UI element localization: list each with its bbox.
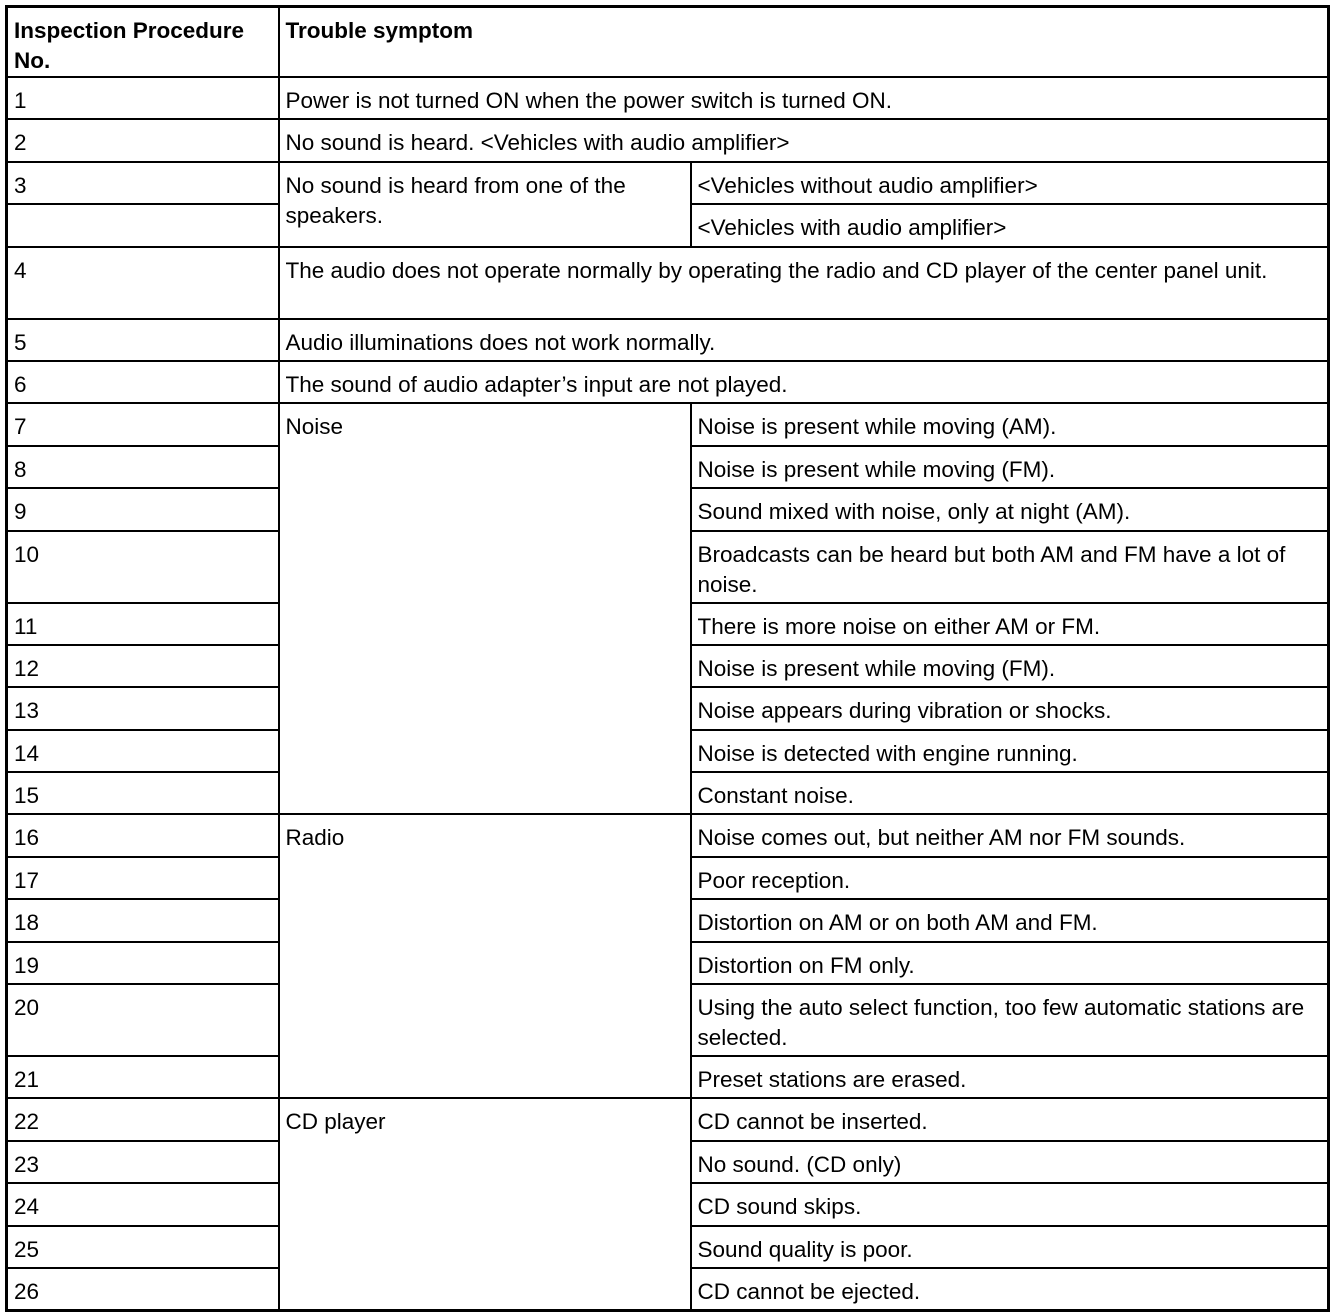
- trouble-symptom: The audio does not operate normally by operating the radio and CD player of the center panel unit.: [279, 247, 1329, 319]
- procedure-no: 2: [7, 119, 279, 161]
- procedure-no: 12: [7, 645, 279, 687]
- trouble-symptom: Audio illuminations does not work normally.: [279, 319, 1329, 361]
- inspection-procedure-table: [5, 5, 1330, 1312]
- procedure-no: 1: [7, 77, 279, 119]
- table-row: [7, 319, 1329, 361]
- symptom-detail: Using the auto select function, too few automatic stations are selected.: [691, 984, 1329, 1056]
- header-trouble-symptom: Trouble symptom: [279, 7, 1329, 78]
- procedure-no: 5: [7, 319, 279, 361]
- table-row: [7, 814, 1329, 856]
- procedure-no: 18: [7, 899, 279, 941]
- table-row: [7, 403, 1329, 445]
- symptom-detail: Noise is present while moving (AM).: [691, 403, 1329, 445]
- symptom-category: Noise: [279, 403, 691, 814]
- symptom-detail: Noise is detected with engine running.: [691, 730, 1329, 772]
- table-row: [7, 247, 1329, 319]
- table-header-row: [7, 7, 1329, 78]
- procedure-no: 16: [7, 814, 279, 856]
- symptom-detail: Broadcasts can be heard but both AM and FM have a lot of noise.: [691, 531, 1329, 603]
- trouble-symptom: The sound of audio adapter’s input are not played.: [279, 361, 1329, 403]
- procedure-no: 24: [7, 1183, 279, 1225]
- symptom-detail: Distortion on FM only.: [691, 942, 1329, 984]
- symptom-detail: Distortion on AM or on both AM and FM.: [691, 899, 1329, 941]
- symptom-detail: Noise comes out, but neither AM nor FM sounds.: [691, 814, 1329, 856]
- table-row: [7, 77, 1329, 119]
- procedure-no: 13: [7, 687, 279, 729]
- header-procedure-no: Inspection Procedure No.: [7, 7, 279, 78]
- procedure-no: 25: [7, 1226, 279, 1268]
- procedure-no: 8: [7, 446, 279, 488]
- procedure-no: 9: [7, 488, 279, 530]
- trouble-symptom: Power is not turned ON when the power switch is turned ON.: [279, 77, 1329, 119]
- table-row: [7, 119, 1329, 161]
- symptom-detail: CD cannot be ejected.: [691, 1268, 1329, 1310]
- trouble-symptom: No sound is heard from one of the speakers.: [279, 162, 691, 247]
- symptom-detail: Noise is present while moving (FM).: [691, 645, 1329, 687]
- symptom-detail: Sound mixed with noise, only at night (AM).: [691, 488, 1329, 530]
- procedure-no: 23: [7, 1141, 279, 1183]
- procedure-no: 14: [7, 730, 279, 772]
- symptom-detail: Noise appears during vibration or shocks.: [691, 687, 1329, 729]
- table-row: [7, 1098, 1329, 1140]
- procedure-no: 11: [7, 603, 279, 645]
- symptom-detail: Preset stations are erased.: [691, 1056, 1329, 1098]
- procedure-no: 10: [7, 531, 279, 603]
- procedure-no: [7, 204, 279, 246]
- symptom-category: CD player: [279, 1098, 691, 1310]
- symptom-detail: Sound quality is poor.: [691, 1226, 1329, 1268]
- procedure-no: 4: [7, 247, 279, 319]
- procedure-no: 3: [7, 162, 279, 204]
- procedure-no: 7: [7, 403, 279, 445]
- table-row: [7, 162, 1329, 204]
- symptom-detail: Noise is present while moving (FM).: [691, 446, 1329, 488]
- procedure-no: 15: [7, 772, 279, 814]
- procedure-no: 26: [7, 1268, 279, 1310]
- symptom-detail: CD cannot be inserted.: [691, 1098, 1329, 1140]
- symptom-detail: CD sound skips.: [691, 1183, 1329, 1225]
- symptom-detail: <Vehicles without audio amplifier>: [691, 162, 1329, 204]
- symptom-category: Radio: [279, 814, 691, 1098]
- procedure-no: 17: [7, 857, 279, 899]
- symptom-detail: Constant noise.: [691, 772, 1329, 814]
- trouble-symptom: No sound is heard. <Vehicles with audio amplifier>: [279, 119, 1329, 161]
- symptom-detail: No sound. (CD only): [691, 1141, 1329, 1183]
- procedure-no: 6: [7, 361, 279, 403]
- procedure-no: 20: [7, 984, 279, 1056]
- procedure-no: 21: [7, 1056, 279, 1098]
- symptom-detail: There is more noise on either AM or FM.: [691, 603, 1329, 645]
- procedure-no: 19: [7, 942, 279, 984]
- symptom-detail: <Vehicles with audio amplifier>: [691, 204, 1329, 246]
- procedure-no: 22: [7, 1098, 279, 1140]
- table-row: [7, 361, 1329, 403]
- symptom-detail: Poor reception.: [691, 857, 1329, 899]
